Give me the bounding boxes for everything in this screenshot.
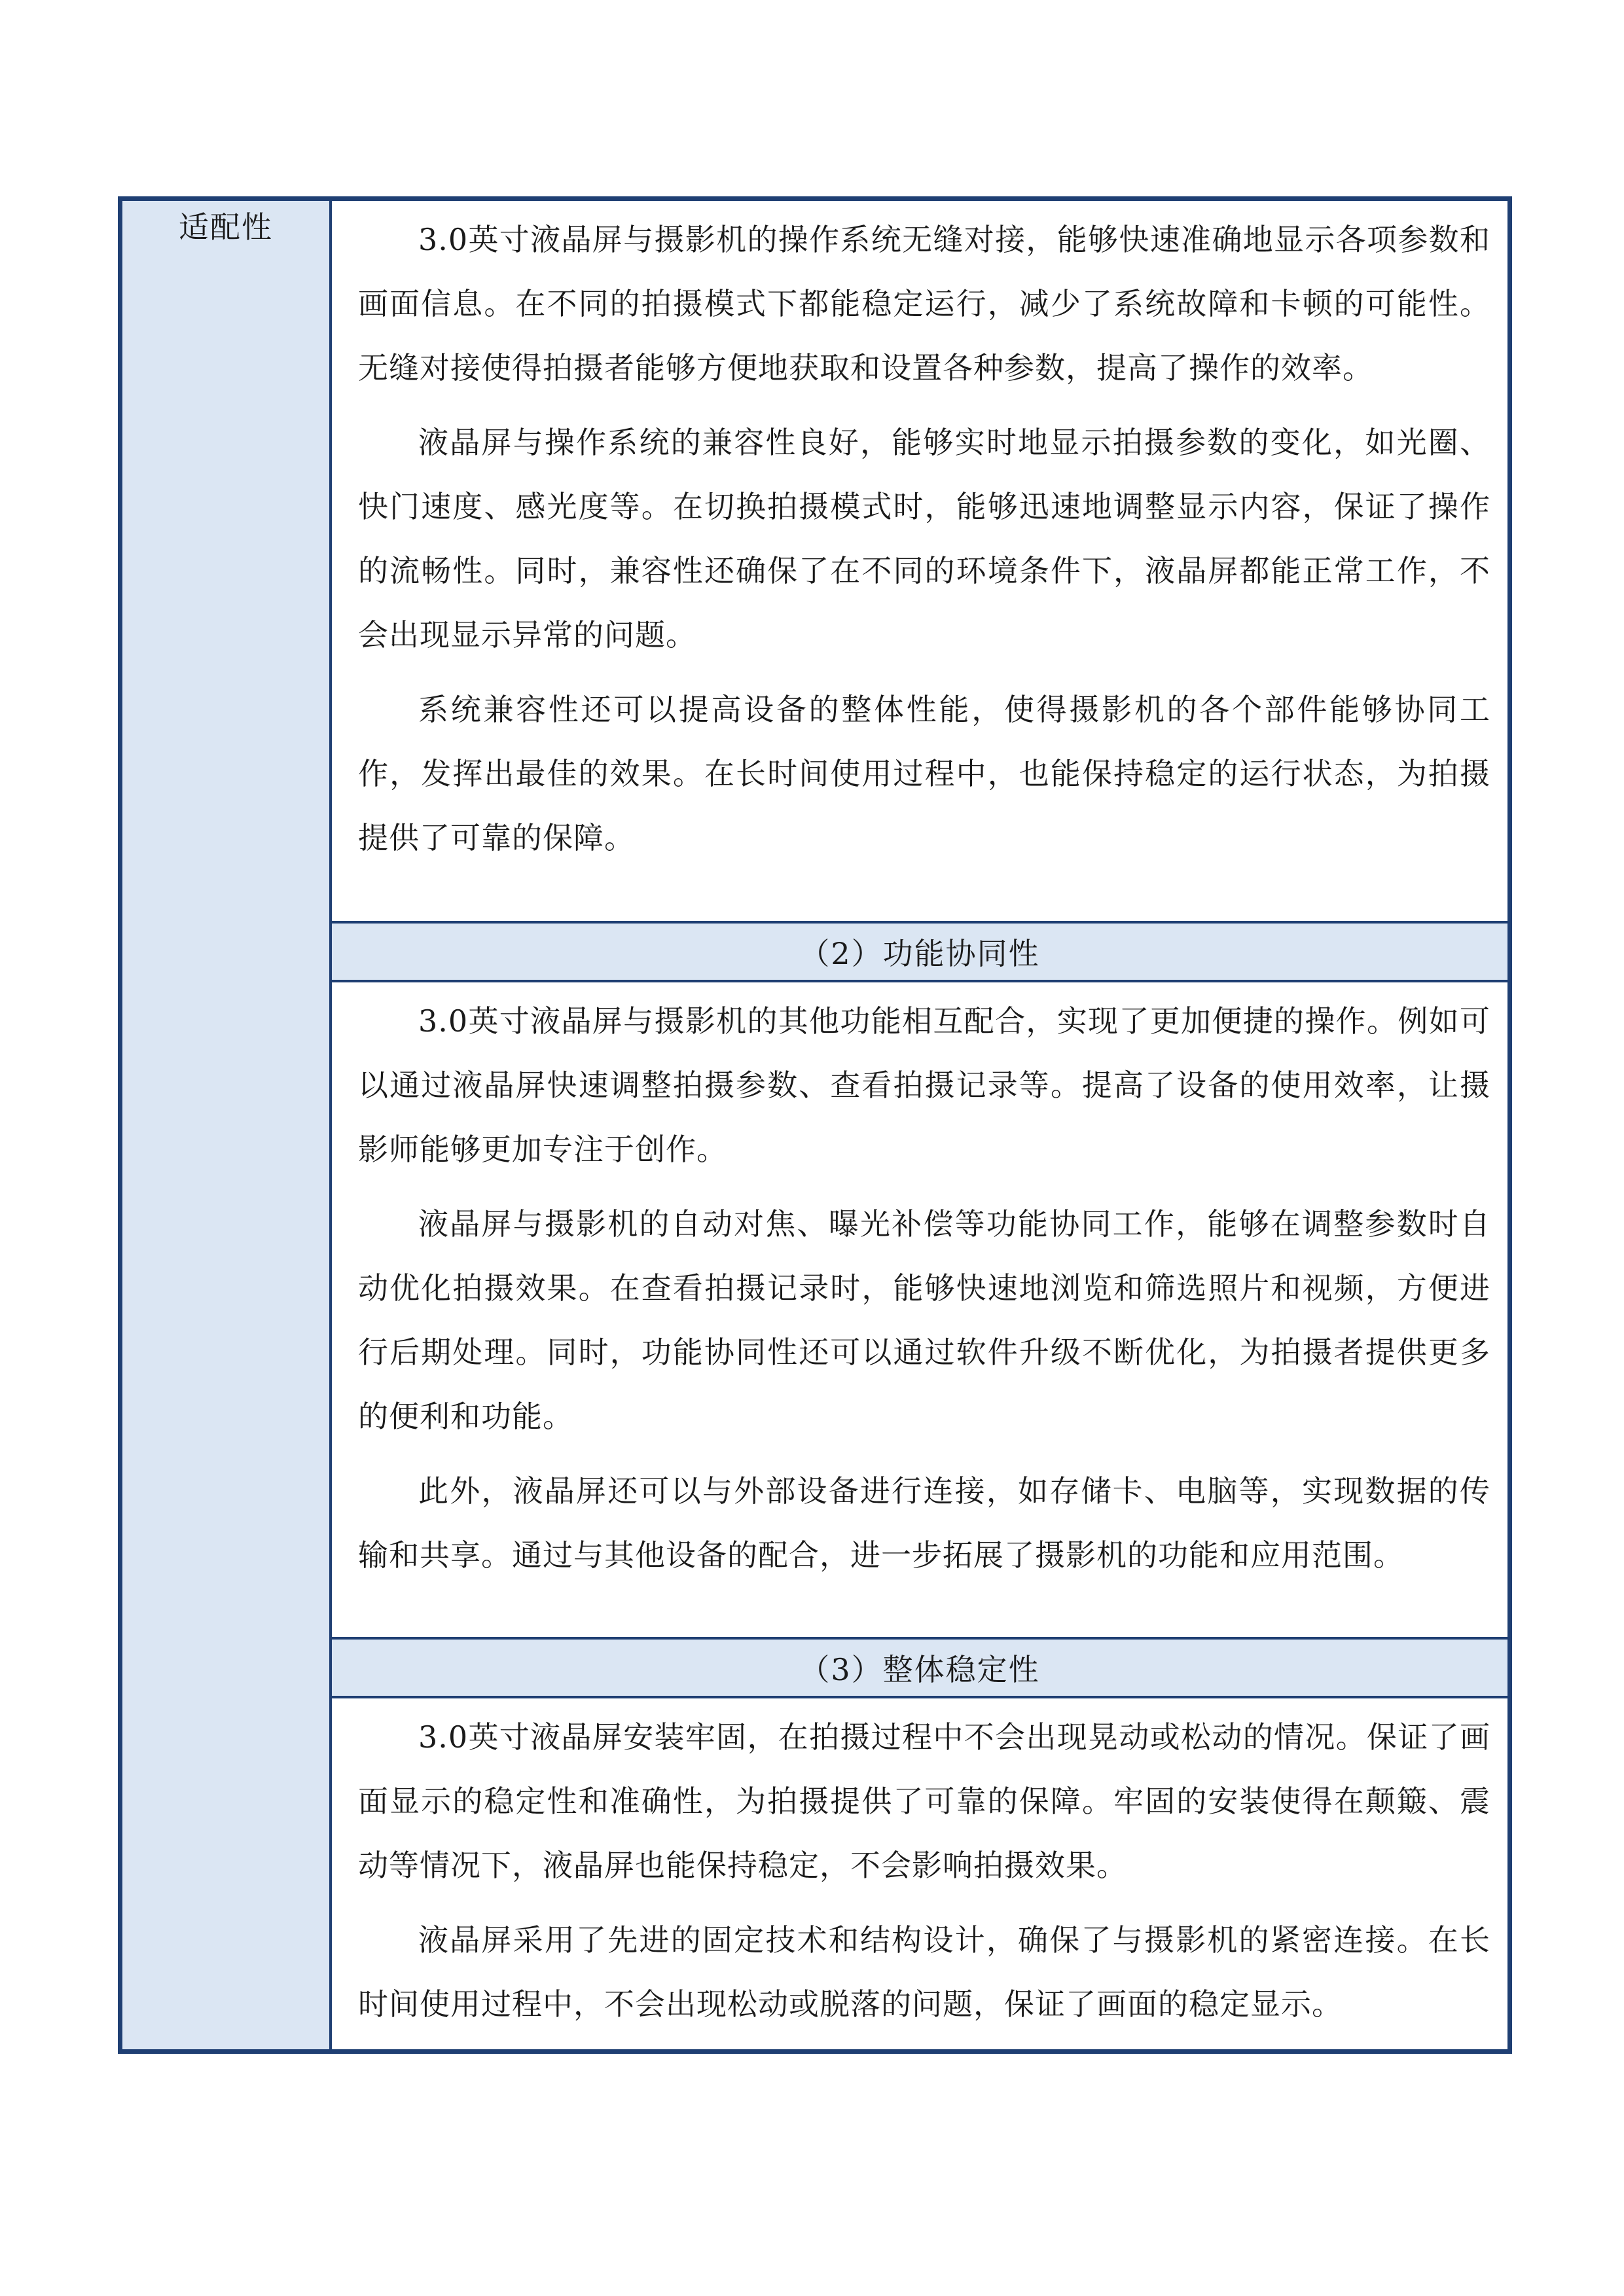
row-label-cell [122,201,332,2049]
paragraph: 此外，液晶屏还可以与外部设备进行连接，如存储卡、电脑等，实现数据的传输和共享。通过与其他设备的配合，进一步拓展了摄影机的功能和应用范围。 [358,1473,1490,1573]
document-table [118,196,1512,2054]
section-2-heading: （2）功能协同性 [332,921,1507,982]
section-2-content [332,982,1507,1637]
section-1-content [332,201,1507,921]
paragraph: 3.0英寸液晶屏安装牢固，在拍摄过程中不会出现晃动或松动的情况。保证了画面显示的稳定性和准确性，为拍摄提供了可靠的保障。牢固的安装使得在颠簸、震动等情况下，液晶屏也能保持稳定，不会影响拍摄效果。 [358,1719,1490,1883]
paragraph: 液晶屏采用了先进的固定技术和结构设计，确保了与摄影机的紧密连接。在长时间使用过程中，不会出现松动或脱落的问题，保证了画面的稳定显示。 [358,1922,1490,2022]
section-3-heading: （3）整体稳定性 [332,1637,1507,1698]
paragraph: 液晶屏与操作系统的兼容性良好，能够实时地显示拍摄参数的变化，如光圈、快门速度、感光度等。在切换拍摄模式时，能够迅速地调整显示内容，保证了操作的流畅性。同时，兼容性还确保了在不同的环境条件下，液晶屏都能正常工作，不会出现显示异常的问题。 [358,425,1490,653]
row-label: 适配性 [179,209,273,245]
paragraph: 3.0英寸液晶屏与摄影机的其他功能相互配合，实现了更加便捷的操作。例如可以通过液晶屏快速调整拍摄参数、查看拍摄记录等。提高了设备的使用效率，让摄影师能够更加专注于创作。 [358,1003,1490,1168]
paragraph: 系统兼容性还可以提高设备的整体性能，使得摄影机的各个部件能够协同工作，发挥出最佳的效果。在长时间使用过程中，也能保持稳定的运行状态，为拍摄提供了可靠的保障。 [358,692,1490,855]
paragraph: 3.0英寸液晶屏与摄影机的操作系统无缝对接，能够快速准确地显示各项参数和画面信息。在不同的拍摄模式下都能稳定运行，减少了系统故障和卡顿的可能性。无缝对接使得拍摄者能够方便地获取和设置各种参数，提高了操作的效率。 [358,222,1490,386]
content-column [332,201,1507,2049]
paragraph: 液晶屏与摄影机的自动对焦、曝光补偿等功能协同工作，能够在调整参数时自动优化拍摄效果。在查看拍摄记录时，能够快速地浏览和筛选照片和视频，方便进行后期处理。同时，功能协同性还可以通过软件升级不断优化，为拍摄者提供更多的便利和功能。 [358,1206,1490,1435]
section-3-content [332,1698,1507,2049]
